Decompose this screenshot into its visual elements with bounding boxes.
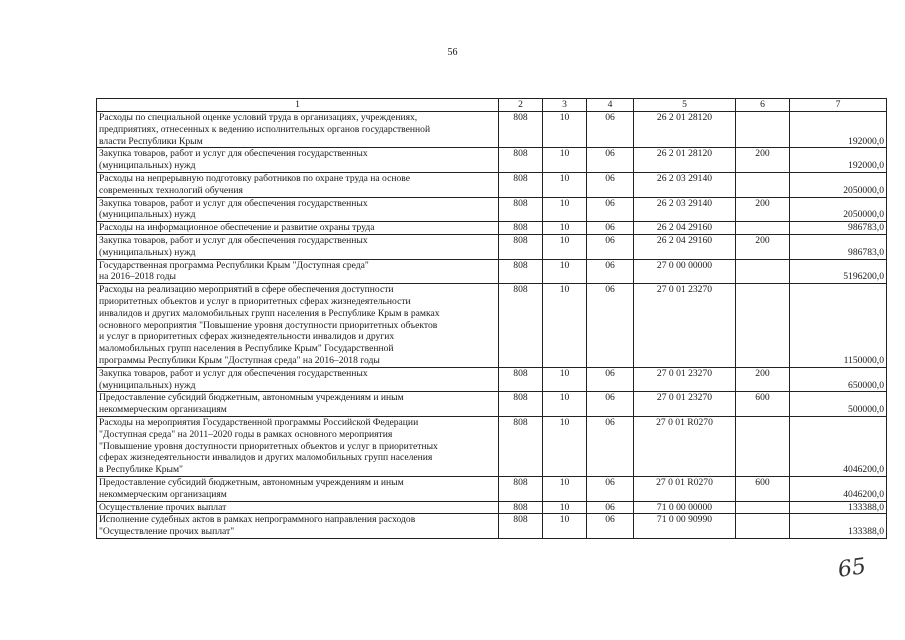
row-description: Предоставление субсидий бюджетным, автономным учреждениям и иным некоммерческим организациям bbox=[97, 392, 499, 417]
section-code: 10 bbox=[543, 514, 587, 539]
target-article-code: 26 2 01 28120 bbox=[634, 148, 736, 173]
expense-type-code: 600 bbox=[736, 476, 790, 501]
expense-type-code bbox=[736, 284, 790, 368]
row-description: Закупка товаров, работ и услуг для обеспечения государственных (муниципальных) нужд bbox=[97, 148, 499, 173]
subsection-code: 06 bbox=[587, 148, 634, 173]
subsection-code: 06 bbox=[587, 476, 634, 501]
section-code: 10 bbox=[543, 501, 587, 514]
subsection-code: 06 bbox=[587, 197, 634, 222]
table-row bbox=[97, 112, 887, 148]
subsection-code: 06 bbox=[587, 284, 634, 368]
budget-table bbox=[96, 98, 887, 539]
ministry-code: 808 bbox=[499, 476, 543, 501]
amount: 4046200,0 bbox=[790, 416, 887, 476]
amount: 500000,0 bbox=[790, 392, 887, 417]
row-description: Предоставление субсидий бюджетным, автономным учреждениям и иным некоммерческим организациям bbox=[97, 476, 499, 501]
subsection-code: 06 bbox=[587, 234, 634, 259]
row-description: Закупка товаров, работ и услуг для обеспечения государственных (муниципальных) нужд bbox=[97, 234, 499, 259]
section-code: 10 bbox=[543, 112, 587, 148]
subsection-code: 06 bbox=[587, 501, 634, 514]
expense-type-code: 600 bbox=[736, 392, 790, 417]
section-code: 10 bbox=[543, 259, 587, 284]
row-description: Исполнение судебных актов в рамках непрограммного направления расходов "Осуществление прочих выплат" bbox=[97, 514, 499, 539]
expense-type-code bbox=[736, 112, 790, 148]
column-header: 4 bbox=[587, 99, 634, 112]
amount: 2050000,0 bbox=[790, 197, 887, 222]
expense-type-code bbox=[736, 514, 790, 539]
target-article-code: 71 0 00 00000 bbox=[634, 501, 736, 514]
section-code: 10 bbox=[543, 416, 587, 476]
table-row bbox=[97, 234, 887, 259]
handwritten-page-note: 65 bbox=[836, 554, 868, 583]
table-row bbox=[97, 197, 887, 222]
table-row bbox=[97, 501, 887, 514]
expense-type-code: 200 bbox=[736, 367, 790, 392]
section-code: 10 bbox=[543, 197, 587, 222]
row-description: Расходы на мероприятия Государственной программы Российской Федерации "Доступная среда" на 2011–2020 годы в рамках основного мероприятия "Повышение уровня доступности приоритетных объектов и услуг в приоритетных сферах жизнедеятельности инвалидов и других маломобильных групп населения в Республике Крым" bbox=[97, 416, 499, 476]
subsection-code: 06 bbox=[587, 514, 634, 539]
subsection-code: 06 bbox=[587, 259, 634, 284]
target-article-code: 27 0 01 R0270 bbox=[634, 476, 736, 501]
section-code: 10 bbox=[543, 148, 587, 173]
amount: 986783,0 bbox=[790, 222, 887, 235]
amount: 1150000,0 bbox=[790, 284, 887, 368]
ministry-code: 808 bbox=[499, 284, 543, 368]
expense-type-code: 200 bbox=[736, 234, 790, 259]
column-header: 2 bbox=[499, 99, 543, 112]
row-description: Расходы по специальной оценке условий труда в организациях, учреждениях, предприятиях, отнесенных к ведению исполнительных органов государственной власти Республики Крым bbox=[97, 112, 499, 148]
ministry-code: 808 bbox=[499, 222, 543, 235]
target-article-code: 26 2 03 29140 bbox=[634, 172, 736, 197]
row-description: Осуществление прочих выплат bbox=[97, 501, 499, 514]
table-row bbox=[97, 148, 887, 173]
subsection-code: 06 bbox=[587, 222, 634, 235]
table-row bbox=[97, 284, 887, 368]
ministry-code: 808 bbox=[499, 172, 543, 197]
subsection-code: 06 bbox=[587, 367, 634, 392]
row-description: Расходы на информационное обеспечение и развитие охраны труда bbox=[97, 222, 499, 235]
ministry-code: 808 bbox=[499, 197, 543, 222]
amount: 650000,0 bbox=[790, 367, 887, 392]
table-row bbox=[97, 222, 887, 235]
amount: 2050000,0 bbox=[790, 172, 887, 197]
ministry-code: 808 bbox=[499, 259, 543, 284]
expense-type-code bbox=[736, 259, 790, 284]
section-code: 10 bbox=[543, 392, 587, 417]
expense-type-code: 200 bbox=[736, 197, 790, 222]
table-header-row bbox=[97, 99, 887, 112]
ministry-code: 808 bbox=[499, 416, 543, 476]
ministry-code: 808 bbox=[499, 148, 543, 173]
column-header: 5 bbox=[634, 99, 736, 112]
expense-type-code bbox=[736, 222, 790, 235]
ministry-code: 808 bbox=[499, 234, 543, 259]
table-row bbox=[97, 514, 887, 539]
subsection-code: 06 bbox=[587, 112, 634, 148]
row-description: Государственная программа Республики Крым "Доступная среда" на 2016–2018 годы bbox=[97, 259, 499, 284]
table-row bbox=[97, 416, 887, 476]
amount: 4046200,0 bbox=[790, 476, 887, 501]
column-header: 3 bbox=[543, 99, 587, 112]
amount: 5196200,0 bbox=[790, 259, 887, 284]
section-code: 10 bbox=[543, 172, 587, 197]
section-code: 10 bbox=[543, 234, 587, 259]
target-article-code: 26 2 01 28120 bbox=[634, 112, 736, 148]
expense-type-code bbox=[736, 416, 790, 476]
section-code: 10 bbox=[543, 476, 587, 501]
ministry-code: 808 bbox=[499, 112, 543, 148]
target-article-code: 26 2 04 29160 bbox=[634, 234, 736, 259]
section-code: 10 bbox=[543, 222, 587, 235]
row-description: Расходы на непрерывную подготовку работников по охране труда на основе современных технологий обучения bbox=[97, 172, 499, 197]
column-header: 1 bbox=[97, 99, 499, 112]
ministry-code: 808 bbox=[499, 392, 543, 417]
column-header: 6 bbox=[736, 99, 790, 112]
table-row bbox=[97, 392, 887, 417]
amount: 192000,0 bbox=[790, 148, 887, 173]
page-number: 56 bbox=[447, 47, 458, 58]
table-row bbox=[97, 476, 887, 501]
subsection-code: 06 bbox=[587, 392, 634, 417]
expense-type-code bbox=[736, 172, 790, 197]
subsection-code: 06 bbox=[587, 172, 634, 197]
row-description: Расходы на реализацию мероприятий в сфере обеспечения доступности приоритетных объектов и услуг в приоритетных сферах жизнедеятельности инвалидов и других маломобильных групп населения в Республике Крым в рамках основного мероприятия "Повышение уровня доступности приоритетных объектов и услуг в приоритетных сферах жизнедеятельности инвалидов и других маломобильных групп населения в Республике Крым" Государственной программы Республики Крым "Доступная среда" на 2016–2018 годы bbox=[97, 284, 499, 368]
row-description: Закупка товаров, работ и услуг для обеспечения государственных (муниципальных) нужд bbox=[97, 367, 499, 392]
table-row bbox=[97, 259, 887, 284]
column-header: 7 bbox=[790, 99, 887, 112]
table-row bbox=[97, 172, 887, 197]
target-article-code: 27 0 01 R0270 bbox=[634, 416, 736, 476]
target-article-code: 71 0 00 90990 bbox=[634, 514, 736, 539]
ministry-code: 808 bbox=[499, 501, 543, 514]
expense-type-code bbox=[736, 501, 790, 514]
amount: 192000,0 bbox=[790, 112, 887, 148]
row-description: Закупка товаров, работ и услуг для обеспечения государственных (муниципальных) нужд bbox=[97, 197, 499, 222]
amount: 133388,0 bbox=[790, 514, 887, 539]
ministry-code: 808 bbox=[499, 367, 543, 392]
section-code: 10 bbox=[543, 367, 587, 392]
expense-type-code: 200 bbox=[736, 148, 790, 173]
target-article-code: 26 2 03 29140 bbox=[634, 197, 736, 222]
ministry-code: 808 bbox=[499, 514, 543, 539]
target-article-code: 27 0 01 23270 bbox=[634, 367, 736, 392]
target-article-code: 27 0 01 23270 bbox=[634, 284, 736, 368]
target-article-code: 27 0 00 00000 bbox=[634, 259, 736, 284]
section-code: 10 bbox=[543, 284, 587, 368]
target-article-code: 26 2 04 29160 bbox=[634, 222, 736, 235]
subsection-code: 06 bbox=[587, 416, 634, 476]
amount: 133388,0 bbox=[790, 501, 887, 514]
target-article-code: 27 0 01 23270 bbox=[634, 392, 736, 417]
amount: 986783,0 bbox=[790, 234, 887, 259]
table-row bbox=[97, 367, 887, 392]
